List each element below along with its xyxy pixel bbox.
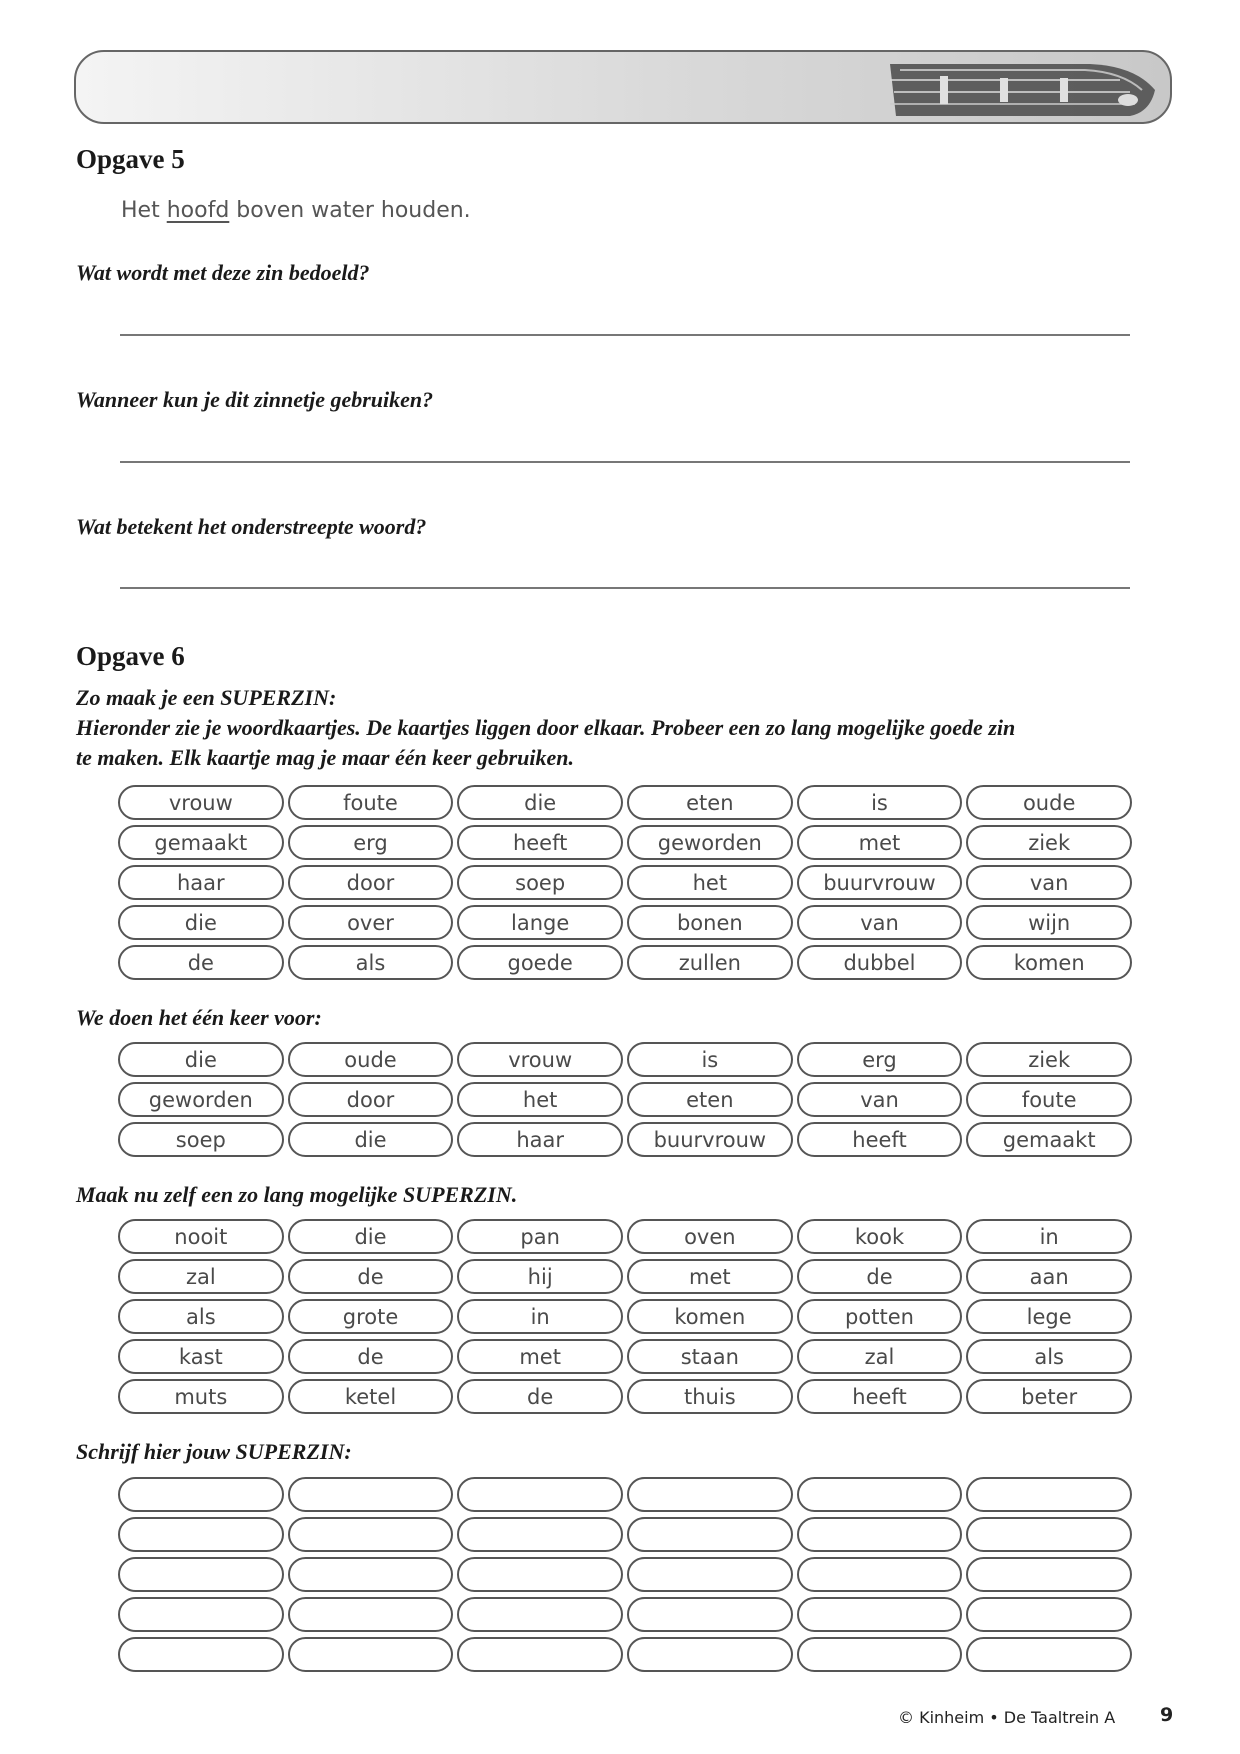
word-card[interactable]: die — [118, 905, 284, 940]
word-card[interactable]: erg — [288, 825, 454, 860]
example-word-card: oude — [288, 1042, 454, 1077]
empty-answer-card[interactable] — [118, 1557, 284, 1592]
word-card[interactable]: komen — [627, 1299, 793, 1334]
own-word-cards-grid — [118, 1219, 1132, 1414]
example-word-card: buurvrouw — [627, 1122, 793, 1157]
empty-answer-card[interactable] — [797, 1637, 963, 1672]
idiom-underlined-word: hoofd — [166, 198, 230, 223]
word-card[interactable]: soep — [457, 865, 623, 900]
word-card[interactable]: over — [288, 905, 454, 940]
word-card[interactable]: ziek — [966, 825, 1132, 860]
word-card[interactable]: heeft — [797, 1379, 963, 1414]
example-word-card: haar — [457, 1122, 623, 1157]
word-card[interactable]: met — [797, 825, 963, 860]
word-card[interactable]: aan — [966, 1259, 1132, 1294]
answer-line-word[interactable] — [120, 587, 1130, 589]
instruction-line: Zo maak je een SUPERZIN: — [76, 685, 337, 710]
question-underlined-word: Wat betekent het onderstreepte woord? — [76, 514, 427, 539]
word-card[interactable]: buurvrouw — [797, 865, 963, 900]
empty-answer-card[interactable] — [966, 1637, 1132, 1672]
empty-answer-card[interactable] — [627, 1477, 793, 1512]
empty-answer-card[interactable] — [288, 1477, 454, 1512]
example-cards-grid — [118, 1042, 1132, 1157]
word-card[interactable]: hij — [457, 1259, 623, 1294]
page-number: 9 — [1160, 1704, 1174, 1726]
word-card[interactable]: haar — [118, 865, 284, 900]
word-card[interactable]: als — [288, 945, 454, 980]
empty-answer-card[interactable] — [797, 1597, 963, 1632]
word-card[interactable]: lege — [966, 1299, 1132, 1334]
word-card[interactable]: wijn — [966, 905, 1132, 940]
empty-answer-card[interactable] — [118, 1637, 284, 1672]
empty-answer-card[interactable] — [118, 1597, 284, 1632]
write-cards-grid — [118, 1477, 1132, 1672]
empty-answer-card[interactable] — [797, 1557, 963, 1592]
idiom-sentence — [121, 198, 471, 223]
idiom-after: boven water houden. — [236, 198, 471, 223]
word-card[interactable]: muts — [118, 1379, 284, 1414]
word-card[interactable]: is — [797, 785, 963, 820]
example-word-card: ziek — [966, 1042, 1132, 1077]
example-word-card: is — [627, 1042, 793, 1077]
word-card[interactable]: in — [457, 1299, 623, 1334]
answer-line-usage[interactable] — [120, 461, 1130, 463]
word-card[interactable]: bonen — [627, 905, 793, 940]
word-card[interactable]: komen — [966, 945, 1132, 980]
word-card[interactable]: kook — [797, 1219, 963, 1254]
word-card[interactable]: als — [966, 1339, 1132, 1374]
empty-answer-card[interactable] — [797, 1477, 963, 1512]
word-card[interactable]: oven — [627, 1219, 793, 1254]
empty-answer-card[interactable] — [627, 1597, 793, 1632]
word-card[interactable]: kast — [118, 1339, 284, 1374]
empty-answer-card[interactable] — [966, 1597, 1132, 1632]
word-card[interactable]: de — [118, 945, 284, 980]
example-word-card: geworden — [118, 1082, 284, 1117]
word-card[interactable]: met — [627, 1259, 793, 1294]
word-card[interactable]: de — [797, 1259, 963, 1294]
word-card[interactable]: zal — [797, 1339, 963, 1374]
word-card[interactable]: oude — [966, 785, 1132, 820]
empty-answer-card[interactable] — [288, 1557, 454, 1592]
empty-answer-card[interactable] — [457, 1517, 623, 1552]
empty-answer-card[interactable] — [288, 1637, 454, 1672]
example-word-card: door — [288, 1082, 454, 1117]
word-card[interactable]: foute — [288, 785, 454, 820]
word-card[interactable]: de — [288, 1259, 454, 1294]
question-meaning: Wat wordt met deze zin bedoeld? — [76, 260, 370, 285]
empty-answer-card[interactable] — [118, 1477, 284, 1512]
word-card[interactable]: staan — [627, 1339, 793, 1374]
word-card[interactable]: het — [627, 865, 793, 900]
word-card[interactable]: dubbel — [797, 945, 963, 980]
word-card[interactable]: nooit — [118, 1219, 284, 1254]
empty-answer-card[interactable] — [457, 1557, 623, 1592]
example-word-card: heeft — [797, 1122, 963, 1157]
example-word-card: die — [118, 1042, 284, 1077]
word-card[interactable]: zal — [118, 1259, 284, 1294]
empty-answer-card[interactable] — [627, 1637, 793, 1672]
word-card[interactable]: eten — [627, 785, 793, 820]
empty-answer-card[interactable] — [797, 1517, 963, 1552]
example-word-card: erg — [797, 1042, 963, 1077]
word-card[interactable]: door — [288, 865, 454, 900]
word-card[interactable]: thuis — [627, 1379, 793, 1414]
word-card[interactable]: gemaakt — [118, 825, 284, 860]
example-word-card: eten — [627, 1082, 793, 1117]
word-card[interactable]: die — [457, 785, 623, 820]
word-card[interactable]: pan — [457, 1219, 623, 1254]
example-word-card: vrouw — [457, 1042, 623, 1077]
word-card[interactable]: lange — [457, 905, 623, 940]
empty-answer-card[interactable] — [627, 1557, 793, 1592]
word-card[interactable]: van — [797, 905, 963, 940]
word-cards-grid — [118, 785, 1132, 980]
example-label: We doen het één keer voor: — [76, 1005, 322, 1030]
word-card[interactable]: heeft — [457, 825, 623, 860]
word-card[interactable]: die — [288, 1219, 454, 1254]
example-word-card: die — [288, 1122, 454, 1157]
example-word-card: gemaakt — [966, 1122, 1132, 1157]
word-card[interactable]: ketel — [288, 1379, 454, 1414]
example-word-card: van — [797, 1082, 963, 1117]
empty-answer-card[interactable] — [457, 1597, 623, 1632]
word-card[interactable]: zullen — [627, 945, 793, 980]
opgave5-heading: Opgave 5 — [76, 144, 185, 174]
example-word-card: soep — [118, 1122, 284, 1157]
footer-copyright: © Kinheim • De Taaltrein A — [898, 1708, 1116, 1727]
own-superzin-label: Maak nu zelf een zo lang mogelijke SUPERZIN. — [76, 1182, 518, 1207]
empty-answer-card[interactable] — [966, 1557, 1132, 1592]
word-card[interactable]: als — [118, 1299, 284, 1334]
train-icon — [860, 56, 1160, 122]
empty-answer-card[interactable] — [627, 1517, 793, 1552]
opgave6-instructions — [76, 683, 1136, 773]
word-card[interactable]: de — [288, 1339, 454, 1374]
word-card[interactable]: geworden — [627, 825, 793, 860]
instruction-line: Hieronder zie je woordkaartjes. De kaartjes liggen door elkaar. Probeer een zo lang mogelijke goede zin — [76, 715, 1016, 740]
empty-answer-card[interactable] — [288, 1517, 454, 1552]
example-word-card: het — [457, 1082, 623, 1117]
word-card[interactable]: goede — [457, 945, 623, 980]
example-word-card: foute — [966, 1082, 1132, 1117]
answer-line-meaning[interactable] — [120, 334, 1130, 336]
instruction-line: te maken. Elk kaartje mag je maar één keer gebruiken. — [76, 745, 575, 770]
empty-answer-card[interactable] — [966, 1517, 1132, 1552]
word-card[interactable]: potten — [797, 1299, 963, 1334]
word-card[interactable]: beter — [966, 1379, 1132, 1414]
empty-answer-card[interactable] — [118, 1517, 284, 1552]
word-card[interactable]: grote — [288, 1299, 454, 1334]
word-card[interactable]: vrouw — [118, 785, 284, 820]
word-card[interactable]: de — [457, 1379, 623, 1414]
empty-answer-card[interactable] — [457, 1477, 623, 1512]
word-card[interactable]: in — [966, 1219, 1132, 1254]
empty-answer-card[interactable] — [966, 1477, 1132, 1512]
word-card[interactable]: van — [966, 865, 1132, 900]
idiom-before: Het — [121, 198, 160, 223]
opgave6-heading: Opgave 6 — [76, 641, 185, 671]
empty-answer-card[interactable] — [457, 1637, 623, 1672]
header-banner — [74, 50, 1172, 124]
question-usage: Wanneer kun je dit zinnetje gebruiken? — [76, 387, 434, 412]
write-superzin-label: Schrijf hier jouw SUPERZIN: — [76, 1439, 352, 1464]
empty-answer-card[interactable] — [288, 1597, 454, 1632]
word-card[interactable]: met — [457, 1339, 623, 1374]
